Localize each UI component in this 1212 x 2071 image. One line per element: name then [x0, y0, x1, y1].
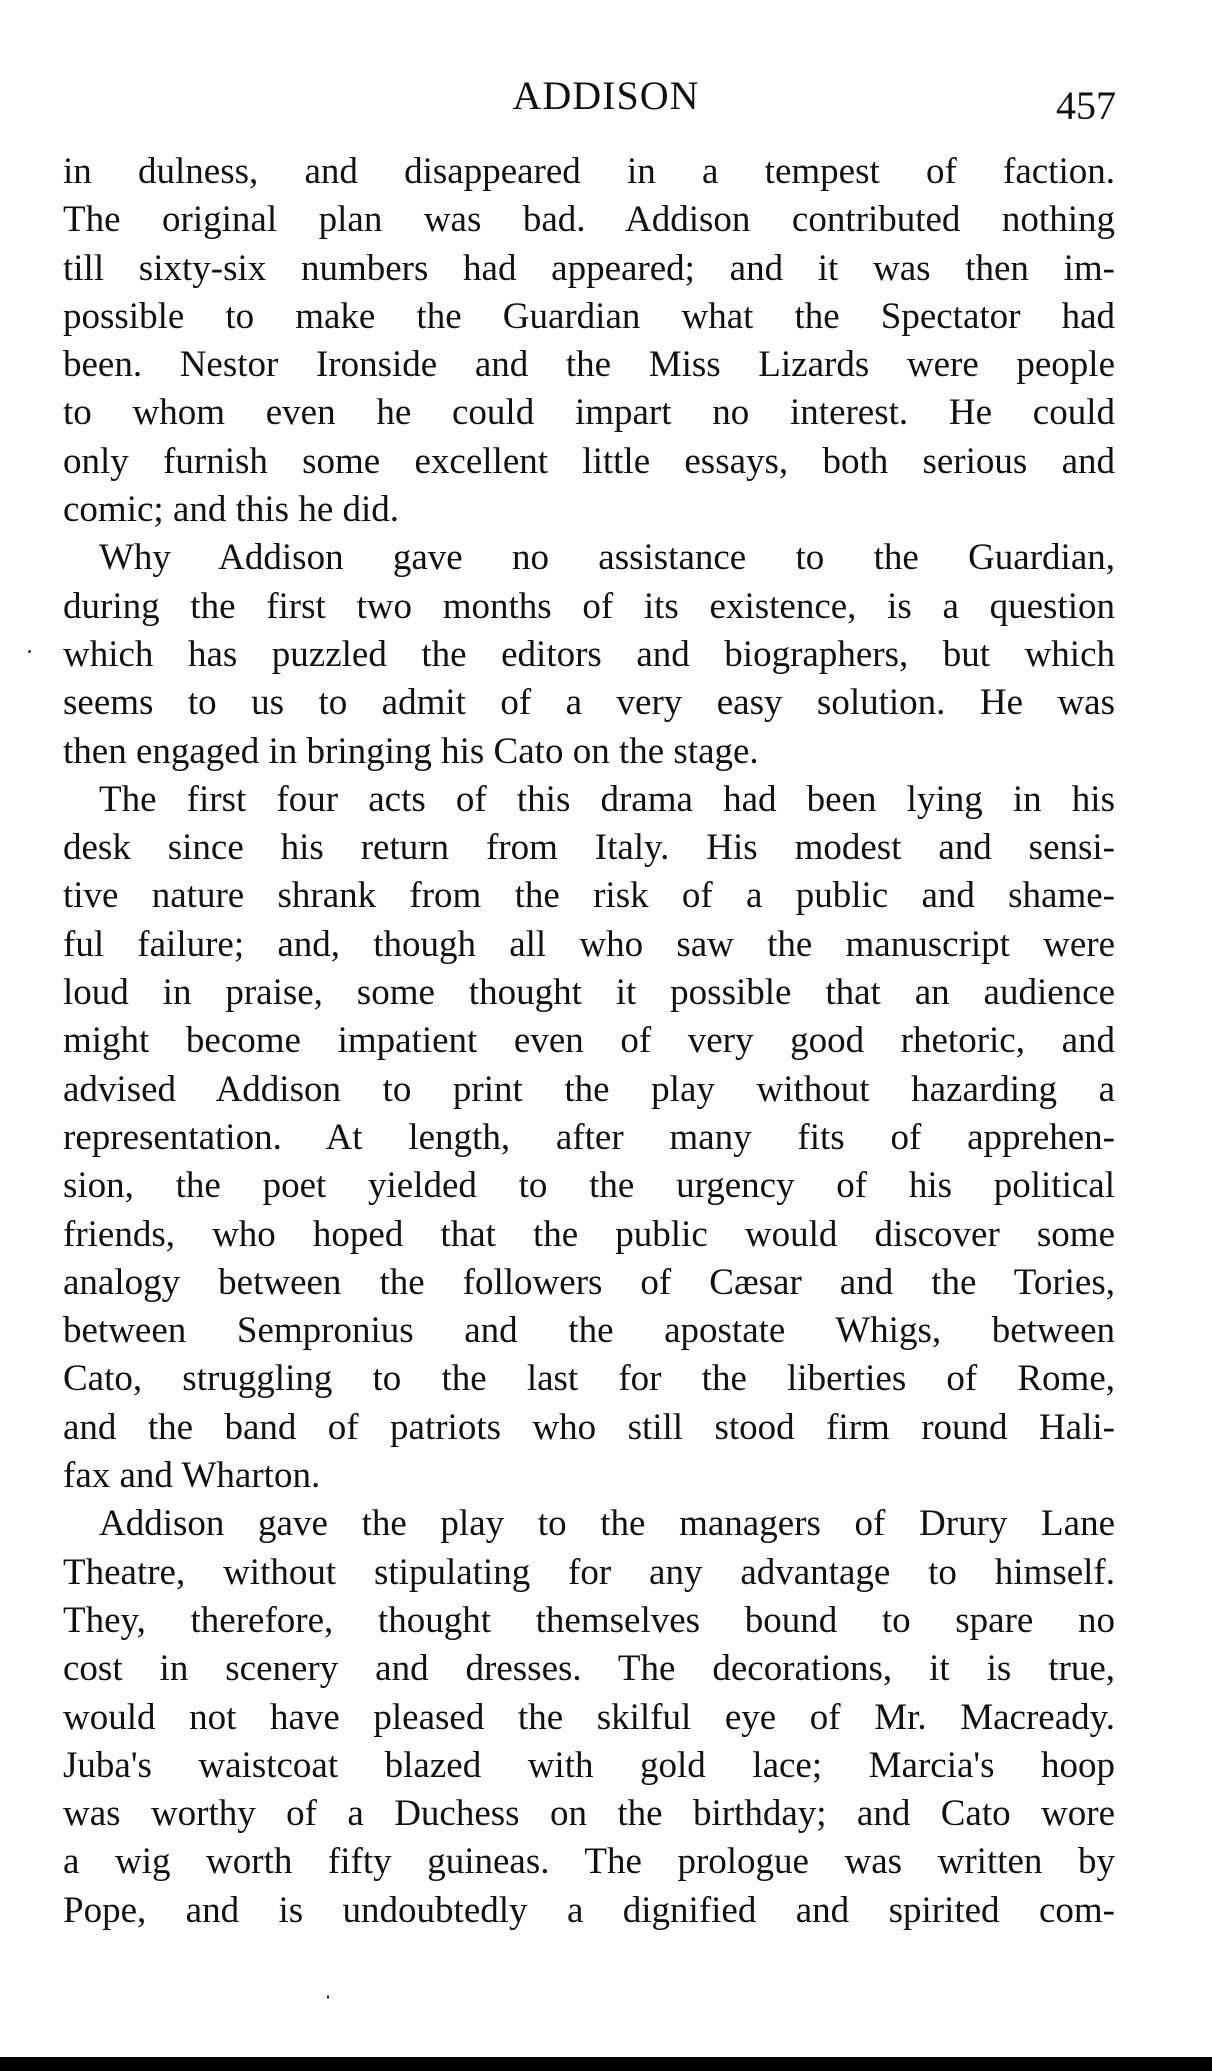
text-line: Why Addison gave no assistance to the Guardian, — [99, 537, 1115, 579]
text-line: The original plan was bad. Addison contributed nothing — [63, 199, 1115, 241]
text-line: sion, the poet yielded to the urgency of his political — [63, 1165, 1115, 1207]
paragraph — [63, 776, 1115, 1500]
text-line: Cato, struggling to the last for the liberties of Rome, — [63, 1358, 1115, 1400]
text-line: been. Nestor Ironside and the Miss Lizards were people — [63, 344, 1115, 386]
text-line: a wig worth fifty guineas. The prologue was written by — [63, 1841, 1115, 1883]
text-line: comic; and this he did. — [63, 489, 400, 531]
text-line: which has puzzled the editors and biographers, but which — [63, 633, 1115, 675]
paragraph — [63, 534, 1115, 775]
running-head-title: ADDISON — [512, 73, 700, 118]
scan-speck — [327, 1995, 329, 1999]
text-line: might become impatient even of very good rhetoric, and — [63, 1020, 1115, 1062]
text-line: would not have pleased the skilful eye of Mr. Macready. — [63, 1696, 1115, 1738]
text-line: analogy between the followers of Cæsar and the Tories, — [63, 1261, 1115, 1303]
text-line: representation. At length, after many fits of apprehen- — [63, 1116, 1115, 1158]
scan-speck — [28, 650, 31, 653]
text-line: possible to make the Guardian what the Spectator had — [63, 295, 1115, 337]
text-line: Theatre, without stipulating for any advantage to himself. — [63, 1551, 1115, 1593]
text-line: desk since his return from Italy. His modest and sensi- — [63, 827, 1115, 869]
text-line: advised Addison to print the play without hazarding a — [63, 1068, 1115, 1110]
body-text — [63, 148, 1115, 1935]
text-line: tive nature shrank from the risk of a public and shame- — [63, 875, 1115, 917]
paragraph — [63, 1500, 1115, 1935]
text-line: between Sempronius and the apostate Whigs, between — [63, 1310, 1115, 1352]
text-line: then engaged in bringing his Cato on the stage. — [63, 730, 759, 772]
text-line: was worthy of a Duchess on the birthday; and Cato wore — [63, 1793, 1115, 1835]
text-line: only furnish some excellent little essays, both serious and — [63, 440, 1115, 482]
text-line: and the band of patriots who still stood firm round Hali- — [63, 1406, 1115, 1448]
text-line: during the first two months of its existence, is a question — [63, 585, 1115, 627]
text-line: Juba's waistcoat blazed with gold lace; Marcia's hoop — [63, 1744, 1115, 1786]
text-line: till sixty-six numbers had appeared; and it was then im- — [63, 247, 1115, 289]
text-line: in dulness, and disappeared in a tempest of faction. — [63, 151, 1115, 192]
text-line: fax and Wharton. — [63, 1455, 321, 1497]
text-line: ful failure; and, though all who saw the manuscript were — [63, 923, 1115, 965]
text-line: friends, who hoped that the public would discover some — [63, 1213, 1115, 1255]
text-line: loud in praise, some thought it possible that an audience — [63, 972, 1115, 1014]
text-line: seems to us to admit of a very easy solution. He was — [63, 682, 1115, 724]
text-line: They, therefore, thought themselves bound to spare no — [63, 1599, 1115, 1641]
page-number: 457 — [1056, 83, 1116, 128]
paragraph — [63, 148, 1115, 534]
text-line: to whom even he could impart no interest. He could — [63, 392, 1115, 434]
text-line: The first four acts of this drama had been lying in his — [99, 778, 1115, 820]
text-line: cost in scenery and dresses. The decorations, it is true, — [63, 1648, 1115, 1690]
page-bottom-edge — [0, 2057, 1212, 2071]
text-line: Addison gave the play to the managers of Drury Lane — [99, 1503, 1115, 1545]
text-line: Pope, and is undoubtedly a dignified and spirited com- — [63, 1889, 1115, 1931]
